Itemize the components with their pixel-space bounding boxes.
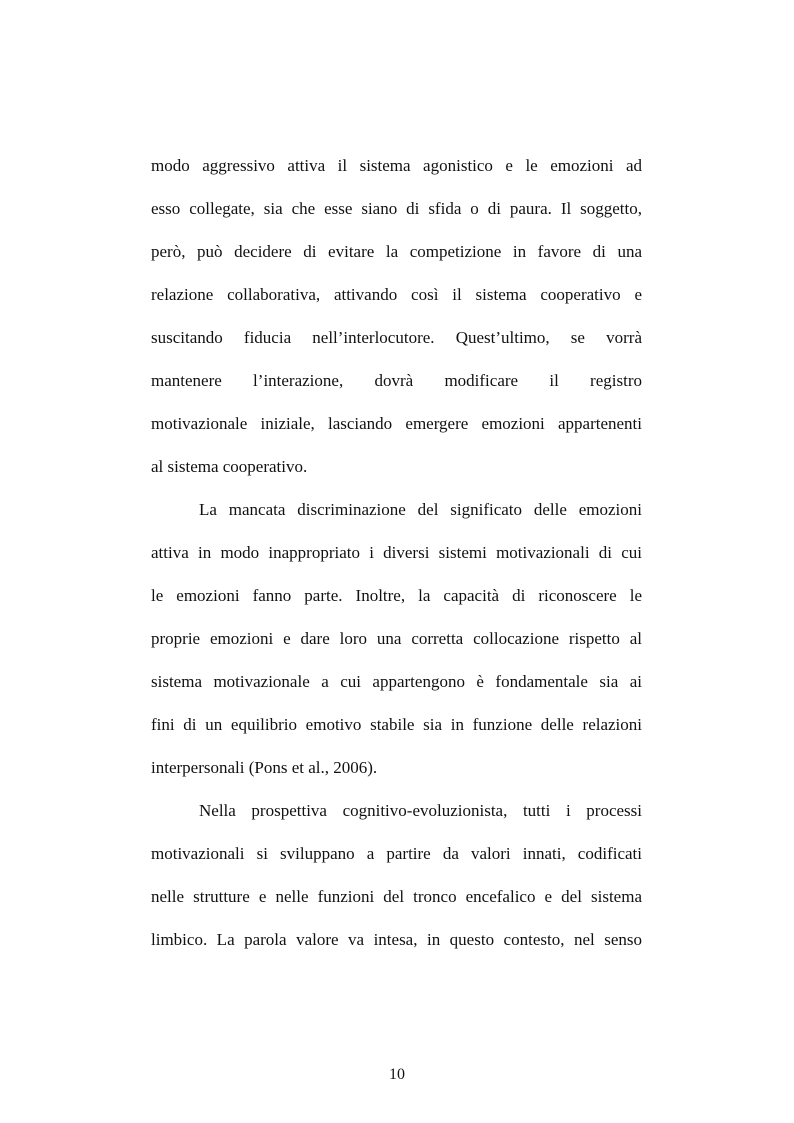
paragraph-3 (151, 789, 642, 961)
text-line: proprie emozioni e dare loro una corretta collocazione rispetto al (151, 629, 642, 648)
paragraph-1 (151, 144, 642, 488)
text-line: le emozioni fanno parte. Inoltre, la capacità di riconoscere le (151, 586, 642, 605)
text-line: mantenere l’interazione, dovrà modificare il registro (151, 371, 642, 390)
text-line: al sistema cooperativo. (151, 457, 308, 476)
text-line: sistema motivazionale a cui appartengono è fondamentale sia ai (151, 672, 642, 691)
text-line: suscitando fiducia nell’interlocutore. Quest’ultimo, se vorrà (151, 328, 642, 347)
text-line: nelle strutture e nelle funzioni del tronco encefalico e del sistema (151, 887, 642, 906)
text-line: Nella prospettiva cognitivo-evoluzionista, tutti i processi (199, 801, 642, 820)
page-number: 10 (389, 1066, 405, 1083)
text-line: La mancata discriminazione del significato delle emozioni (199, 500, 642, 519)
text-line: però, può decidere di evitare la competizione in favore di una (151, 242, 642, 261)
text-line: attiva in modo inappropriato i diversi sistemi motivazionali di cui (151, 543, 642, 562)
text-line: motivazionali si sviluppano a partire da valori innati, codificati (151, 844, 642, 863)
paragraph-2 (151, 488, 642, 789)
body-text (151, 144, 642, 961)
text-line: relazione collaborativa, attivando così il sistema cooperativo e (151, 285, 642, 304)
text-line: motivazionale iniziale, lasciando emergere emozioni appartenenti (151, 414, 642, 433)
text-line: fini di un equilibrio emotivo stabile sia in funzione delle relazioni (151, 715, 642, 734)
text-line: esso collegate, sia che esse siano di sfida o di paura. Il soggetto, (151, 199, 642, 218)
text-line: modo aggressivo attiva il sistema agonistico e le emozioni ad (151, 156, 642, 175)
text-line: interpersonali (Pons et al., 2006). (151, 758, 378, 777)
text-line: limbico. La parola valore va intesa, in questo contesto, nel senso (151, 930, 642, 949)
